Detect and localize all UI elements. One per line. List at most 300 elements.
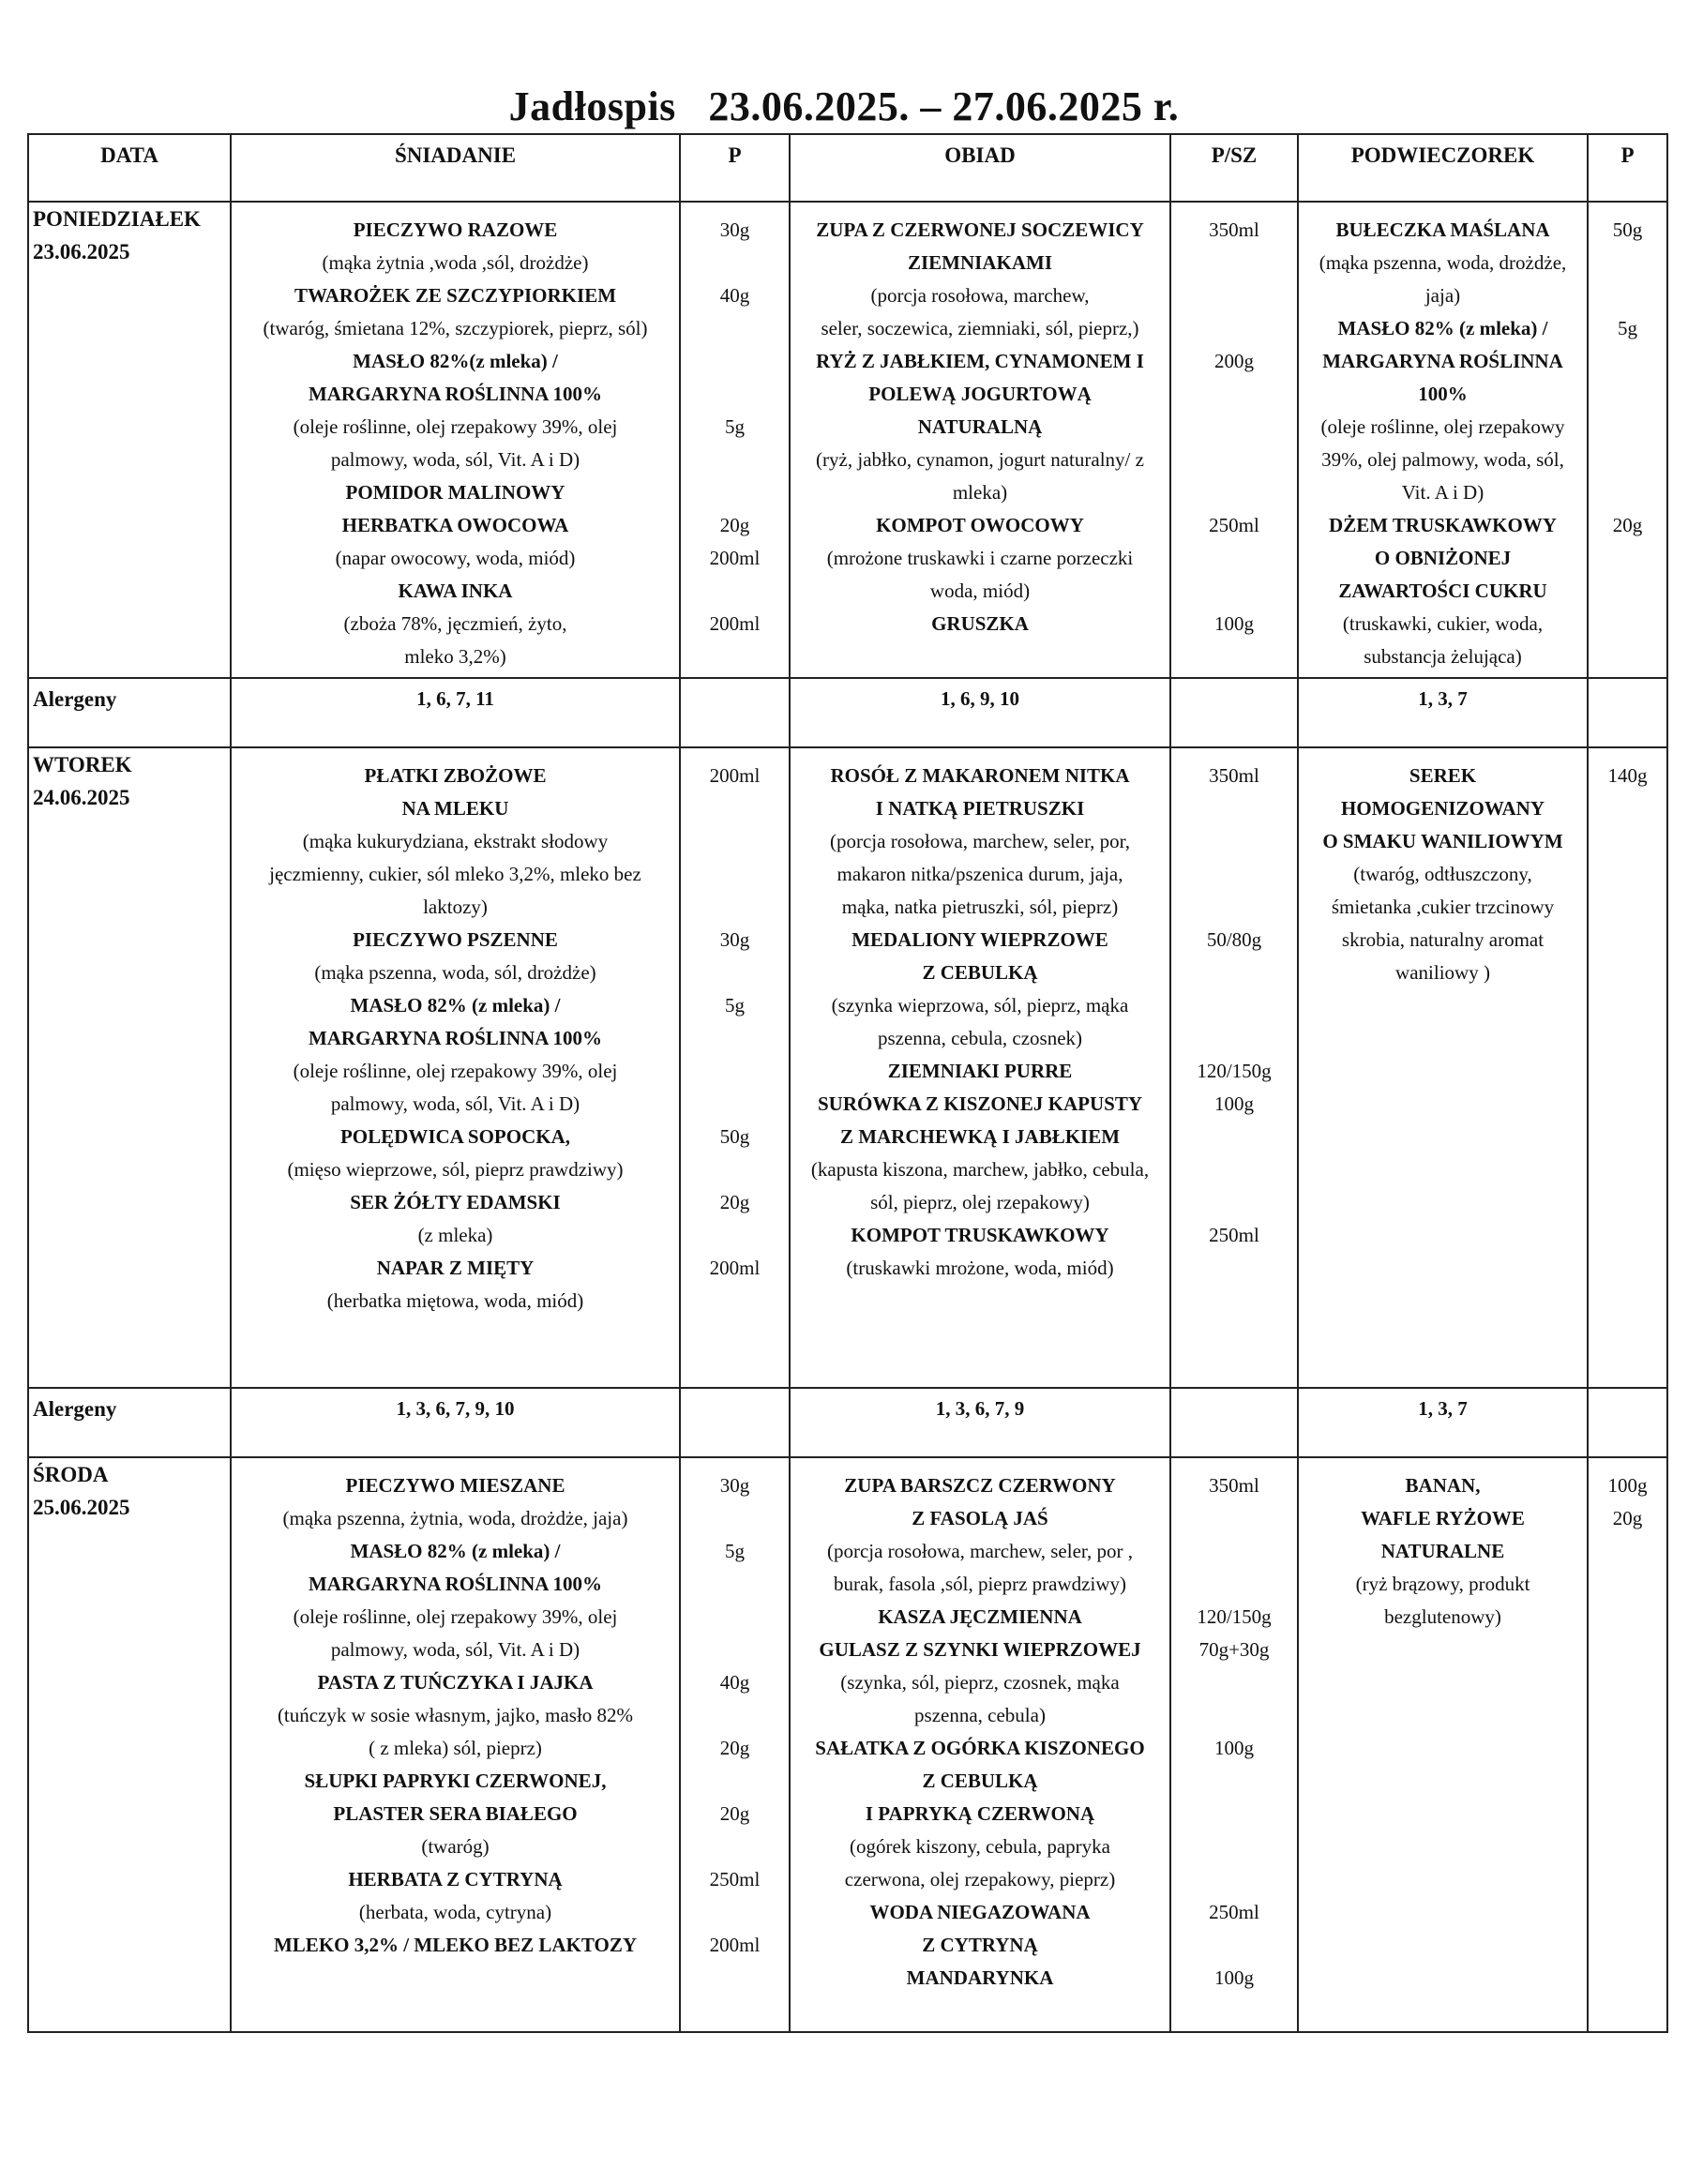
- lunch-portion-cell-line: [1171, 575, 1297, 608]
- snack-portion-cell-line: [1589, 378, 1666, 411]
- breakfast-cell-line: palmowy, woda, sól, Vit. A i D): [330, 1092, 580, 1115]
- header-portion-snack: P: [1588, 134, 1667, 202]
- breakfast-cell-line: (oleje roślinne, olej rzepakowy 39%, olej: [293, 1605, 618, 1628]
- breakfast-cell-line: [232, 1962, 679, 1995]
- snack-cell-line: MARGARYNA ROŚLINNA: [1322, 350, 1563, 372]
- snack-cell-line: SEREK: [1409, 764, 1477, 787]
- lunch-portion-cell-line: [1171, 858, 1297, 891]
- snack-portion-cell-line: 100g: [1607, 1474, 1648, 1497]
- lunch-portion-cell-line: 100g: [1214, 1092, 1254, 1115]
- breakfast-portion-cell-line: [681, 858, 789, 891]
- snack-cell-line: (ryż brązowy, produkt: [1355, 1573, 1530, 1595]
- snack-cell-line: O OBNIŻONEJ: [1374, 547, 1512, 569]
- breakfast-portion-cell-line: [681, 1502, 789, 1535]
- lunch-cell-line: KOMPOT OWOCOWY: [876, 514, 1084, 536]
- menu-table: [27, 133, 1668, 2033]
- lunch-cell-line: (porcja rosołowa, marchew, seler, por ,: [826, 1540, 1134, 1562]
- snack-portion-cell-line: [1589, 858, 1666, 891]
- header-breakfast: ŚNIADANIE: [231, 134, 680, 202]
- breakfast-portion-cell-line: 20g: [719, 1191, 750, 1213]
- header-portion-lunch: P/SZ: [1170, 134, 1298, 202]
- breakfast-cell-line: (napar owocowy, woda, miód): [335, 547, 576, 569]
- breakfast-portion-cell-line: [681, 792, 789, 825]
- snack-cell-line: (mąka pszenna, woda, drożdże,: [1319, 251, 1567, 274]
- lunch-portion-cell-line: [1171, 312, 1297, 345]
- page-title: [0, 83, 1688, 130]
- breakfast-portion-cell-line: [681, 378, 789, 411]
- breakfast-portion-cell-line: 20g: [719, 1802, 750, 1825]
- snack-cell-line: NATURALNE: [1380, 1540, 1505, 1562]
- lunch-cell-line: ZIEMNIAKAMI: [907, 251, 1052, 274]
- snack-cell-line: BANAN,: [1405, 1474, 1481, 1497]
- breakfast-portion-cell-line: [681, 1995, 789, 2027]
- breakfast-portion-cell-line: [681, 476, 789, 509]
- breakfast-cell: [231, 202, 680, 678]
- lunch-portion-cell-line: [1171, 989, 1297, 1022]
- lunch-cell-line: Z CEBULKĄ: [922, 961, 1038, 984]
- breakfast-portion-cell-line: 200ml: [709, 1934, 761, 1956]
- lunch-cell-line: (szynka wieprzowa, sól, pieprz, mąka: [831, 994, 1129, 1017]
- breakfast-portion-cell-line: [681, 1601, 789, 1634]
- lunch-portion-cell-line: 250ml: [1209, 1224, 1259, 1246]
- day-date: 23.06.2025: [33, 240, 130, 264]
- breakfast-cell: [231, 747, 680, 1388]
- breakfast-cell-line: MASŁO 82% (z mleka) /: [350, 1540, 561, 1562]
- day-cell: [28, 747, 231, 1388]
- breakfast-cell-line: (mięso wieprzowe, sól, pieprz prawdziwy): [287, 1158, 624, 1181]
- lunch-cell-line: pszenna, cebula): [914, 1704, 1046, 1726]
- day-name: PONIEDZIAŁEK: [33, 207, 201, 231]
- lunch-cell-line: Z CEBULKĄ: [922, 1770, 1038, 1792]
- breakfast-cell-line: SER ŻÓŁTY EDAMSKI: [350, 1191, 561, 1213]
- day-row: [28, 747, 1667, 1388]
- lunch-portion-cell: [1170, 202, 1298, 678]
- lunch-cell-line: POLEWĄ JOGURTOWĄ: [868, 383, 1092, 405]
- breakfast-cell-line: jęczmienny, cukier, sól mleko 3,2%, mleko bez: [269, 863, 641, 885]
- breakfast-portion-cell-line: 200ml: [709, 764, 761, 787]
- breakfast-cell-line: (twaróg): [421, 1835, 490, 1858]
- day-name: ŚRODA: [33, 1463, 109, 1486]
- lunch-cell-line: ROSÓŁ Z MAKARONEM NITKA: [830, 764, 1130, 787]
- day-name: WTOREK: [33, 753, 132, 776]
- breakfast-cell-line: PASTA Z TUŃCZYKA I JAJKA: [317, 1671, 594, 1694]
- breakfast-cell-line: [232, 1318, 679, 1350]
- snack-portion-cell-line: [1589, 640, 1666, 673]
- breakfast-portion-cell-line: [681, 1962, 789, 1995]
- lunch-portion-cell: [1170, 747, 1298, 1388]
- header-snack: PODWIECZOREK: [1298, 134, 1588, 202]
- lunch-cell-line: I NATKĄ PIETRUSZKI: [875, 797, 1085, 820]
- snack-portion-cell-line: [1589, 1568, 1666, 1601]
- snack-cell-line: jaja): [1424, 284, 1461, 307]
- snack-cell-line: (truskawki, cukier, woda,: [1342, 612, 1544, 635]
- breakfast-cell-line: MLEKO 3,2% / MLEKO BEZ LAKTOZY: [273, 1934, 637, 1956]
- lunch-portion-cell-line: [1171, 1699, 1297, 1732]
- lunch-cell-line: ZUPA Z CZERWONEJ SOCZEWICY: [816, 218, 1144, 241]
- snack-cell-line: Vit. A i D): [1401, 481, 1485, 504]
- title-dates: 23.06.2025. – 27.06.2025 r.: [708, 83, 1180, 129]
- breakfast-portion-cell-line: 200ml: [709, 612, 761, 635]
- lunch-portion-cell-line: [1171, 1568, 1297, 1601]
- breakfast-cell-line: POLĘDWICA SOPOCKA,: [339, 1125, 571, 1148]
- snack-portion-cell-line: 20g: [1612, 514, 1643, 536]
- breakfast-portion-cell-line: 20g: [719, 514, 750, 536]
- snack-portion-cell-line: 5g: [1618, 317, 1637, 339]
- snack-portion-cell-line: [1589, 924, 1666, 956]
- breakfast-portion-cell-line: [681, 1153, 789, 1186]
- snack-portion-cell-line: [1589, 444, 1666, 476]
- snack-portion-cell-line: [1589, 247, 1666, 279]
- allergens-empty: [680, 1388, 790, 1457]
- lunch-portion-cell-line: 250ml: [1209, 1901, 1259, 1923]
- day-date: 24.06.2025: [33, 786, 130, 809]
- breakfast-portion-cell-line: [681, 1022, 789, 1055]
- lunch-portion-cell-line: [1171, 476, 1297, 509]
- breakfast-cell-line: NAPAR Z MIĘTY: [376, 1257, 535, 1279]
- breakfast-cell-line: mleko 3,2%): [404, 645, 506, 668]
- snack-cell-line: O SMAKU WANILIOWYM: [1322, 830, 1563, 852]
- lunch-portion-cell-line: 120/150g: [1197, 1060, 1272, 1082]
- allergens-snack: 1, 3, 7: [1298, 1388, 1588, 1457]
- breakfast-portion-cell-line: [681, 1285, 789, 1318]
- snack-portion-cell-line: [1589, 891, 1666, 924]
- snack-cell-line: waniliowy ): [1395, 961, 1490, 984]
- lunch-cell-line: seler, soczewica, ziemniaki, sól, pieprz,): [821, 317, 1139, 339]
- lunch-portion-cell-line: [1171, 444, 1297, 476]
- breakfast-portion-cell-line: [681, 1634, 789, 1666]
- snack-cell-line: WAFLE RYŻOWE: [1361, 1507, 1525, 1529]
- lunch-portion-cell-line: [1171, 1022, 1297, 1055]
- breakfast-portion-cell-line: [681, 1219, 789, 1252]
- snack-portion-cell-line: [1589, 1535, 1666, 1568]
- snack-cell-line: 39%, olej palmowy, woda, sól,: [1321, 448, 1564, 471]
- day-date: 25.06.2025: [33, 1496, 130, 1519]
- breakfast-portion-cell-line: [681, 1318, 789, 1350]
- breakfast-cell-line: ( z mleka) sól, pieprz): [369, 1737, 542, 1759]
- snack-cell-line: HOMOGENIZOWANY: [1340, 797, 1545, 820]
- breakfast-portion-cell-line: 30g: [719, 928, 750, 951]
- lunch-portion-cell-line: [1171, 792, 1297, 825]
- lunch-cell: [790, 202, 1170, 678]
- title-label: Jadłospis: [508, 83, 676, 129]
- breakfast-cell-line: HERBATKA OWOCOWA: [341, 514, 569, 536]
- snack-portion-cell: [1588, 202, 1667, 678]
- lunch-cell-line: WODA NIEGAZOWANA: [869, 1901, 1091, 1923]
- lunch-cell-line: I PAPRYKĄ CZERWONĄ: [865, 1802, 1095, 1825]
- lunch-portion-cell-line: 100g: [1214, 612, 1254, 635]
- breakfast-cell-line: (z mleka): [417, 1224, 493, 1246]
- lunch-portion-cell-line: [1171, 411, 1297, 444]
- breakfast-cell-line: (mąka pszenna, woda, sól, drożdże): [314, 961, 596, 984]
- lunch-cell-line: (ryż, jabłko, cynamon, jogurt naturalny/ z: [816, 448, 1144, 471]
- lunch-cell-line: GRUSZKA: [931, 612, 1029, 635]
- lunch-portion-cell-line: 350ml: [1209, 1474, 1259, 1497]
- breakfast-portion-cell: [680, 747, 790, 1388]
- header-data: DATA: [28, 134, 231, 202]
- header-lunch: OBIAD: [790, 134, 1170, 202]
- lunch-cell-line: makaron nitka/pszenica durum, jaja,: [836, 863, 1123, 885]
- breakfast-cell-line: palmowy, woda, sól, Vit. A i D): [330, 1638, 580, 1661]
- lunch-portion-cell-line: 120/150g: [1197, 1605, 1272, 1628]
- breakfast-portion-cell-line: [681, 825, 789, 858]
- lunch-portion-cell-line: [1171, 956, 1297, 989]
- allergens-label: Alergeny: [28, 678, 231, 747]
- lunch-cell-line: (porcja rosołowa, marchew,: [870, 284, 1090, 307]
- breakfast-cell-line: HERBATA Z CYTRYNĄ: [348, 1868, 563, 1890]
- snack-portion-cell-line: [1589, 575, 1666, 608]
- breakfast-portion-cell-line: [681, 1350, 789, 1383]
- breakfast-portion-cell-line: 250ml: [709, 1868, 761, 1890]
- lunch-cell-line: mąka, natka pietruszki, sól, pieprz): [841, 896, 1119, 918]
- breakfast-cell-line: (tuńczyk w sosie własnym, jajko, masło 82%: [277, 1704, 634, 1726]
- breakfast-cell-line: MARGARYNA ROŚLINNA 100%: [308, 1573, 603, 1595]
- snack-portion-cell-line: [1589, 608, 1666, 640]
- allergens-row: [28, 1388, 1667, 1457]
- lunch-cell-line: (mrożone truskawki i czarne porzeczki: [826, 547, 1134, 569]
- lunch-portion-cell-line: 100g: [1214, 1966, 1254, 1989]
- breakfast-portion-cell-line: 200ml: [709, 1257, 761, 1279]
- lunch-portion-cell: [1170, 1457, 1298, 2032]
- breakfast-cell-line: (zboża 78%, jęczmień, żyto,: [343, 612, 567, 635]
- lunch-portion-cell-line: 250ml: [1209, 514, 1259, 536]
- snack-cell-line: bezglutenowy): [1384, 1605, 1501, 1628]
- lunch-cell: [790, 747, 1170, 1388]
- lunch-portion-cell-line: 100g: [1214, 1737, 1254, 1759]
- allergens-empty: [680, 678, 790, 747]
- lunch-cell-line: SURÓWKA Z KISZONEJ KAPUSTY: [818, 1092, 1142, 1115]
- breakfast-portion-cell: [680, 202, 790, 678]
- snack-portion-cell-line: [1589, 411, 1666, 444]
- lunch-cell-line: NATURALNĄ: [917, 415, 1043, 438]
- lunch-portion-cell-line: [1171, 1535, 1297, 1568]
- lunch-cell-line: GULASZ Z SZYNKI WIEPRZOWEJ: [819, 1638, 1141, 1661]
- allergens-row: [28, 678, 1667, 747]
- lunch-cell-line: (truskawki mrożone, woda, miód): [846, 1257, 1114, 1279]
- snack-cell-line: (oleje roślinne, olej rzepakowy: [1320, 415, 1565, 438]
- snack-portion-cell-line: [1589, 1601, 1666, 1634]
- breakfast-cell-line: (mąka kukurydziana, ekstrakt słodowy: [302, 830, 609, 852]
- lunch-portion-cell-line: [1171, 1666, 1297, 1699]
- header-portion-breakfast: P: [680, 134, 790, 202]
- menu-body: [28, 202, 1667, 2032]
- lunch-portion-cell-line: [1171, 1121, 1297, 1153]
- lunch-portion-cell-line: 350ml: [1209, 218, 1259, 241]
- snack-portion-cell-line: 20g: [1612, 1507, 1643, 1529]
- snack-cell-line: 100%: [1418, 383, 1468, 405]
- breakfast-portion-cell-line: 5g: [725, 1540, 745, 1562]
- lunch-portion-cell-line: [1171, 1830, 1297, 1863]
- snack-portion-cell-line: [1589, 279, 1666, 312]
- breakfast-portion-cell-line: 30g: [719, 1474, 750, 1497]
- breakfast-cell-line: palmowy, woda, sól, Vit. A i D): [330, 448, 580, 471]
- lunch-portion-cell-line: [1171, 1798, 1297, 1830]
- breakfast-cell-line: PLASTER SERA BIAŁEGO: [333, 1802, 578, 1825]
- lunch-portion-cell-line: [1171, 825, 1297, 858]
- breakfast-portion-cell-line: [681, 1055, 789, 1088]
- breakfast-cell-line: MARGARYNA ROŚLINNA 100%: [308, 383, 603, 405]
- lunch-cell-line: MEDALIONY WIEPRZOWE: [852, 928, 1108, 951]
- snack-cell-line: ZAWARTOŚCI CUKRU: [1338, 580, 1547, 602]
- lunch-portion-cell-line: [1171, 1765, 1297, 1798]
- breakfast-portion-cell-line: [681, 1896, 789, 1929]
- lunch-cell-line: KASZA JĘCZMIENNA: [878, 1605, 1082, 1628]
- snack-cell: [1298, 1457, 1588, 2032]
- breakfast-cell-line: POMIDOR MALINOWY: [345, 481, 565, 504]
- lunch-cell-line: (ogórek kiszony, cebula, papryka: [850, 1835, 1110, 1858]
- breakfast-cell: [231, 1457, 680, 2032]
- breakfast-portion-cell-line: 200ml: [709, 547, 761, 569]
- snack-portion-cell-line: [1589, 345, 1666, 378]
- lunch-portion-cell-line: [1171, 1252, 1297, 1285]
- breakfast-cell-line: (herbatka miętowa, woda, miód): [326, 1289, 584, 1312]
- lunch-cell-line: ZIEMNIAKI PURRE: [887, 1060, 1073, 1082]
- breakfast-portion-cell-line: [681, 891, 789, 924]
- allergens-label: Alergeny: [28, 1388, 231, 1457]
- breakfast-portion-cell-line: [681, 1830, 789, 1863]
- lunch-cell-line: KOMPOT TRUSKAWKOWY: [851, 1224, 1109, 1246]
- snack-portion-cell-line: [1589, 825, 1666, 858]
- lunch-cell-line: czerwona, olej rzepakowy, pieprz): [844, 1868, 1116, 1890]
- breakfast-portion-cell-line: [681, 956, 789, 989]
- breakfast-portion-cell-line: [681, 444, 789, 476]
- snack-cell-line: BUŁECZKA MAŚLANA: [1335, 218, 1550, 241]
- breakfast-portion-cell-line: 40g: [719, 1671, 750, 1694]
- lunch-portion-cell-line: 70g+30g: [1198, 1638, 1270, 1661]
- snack-cell-line: substancja żelująca): [1364, 645, 1522, 668]
- lunch-cell-line: Z MARCHEWKĄ I JABŁKIEM: [839, 1125, 1121, 1148]
- snack-cell: [1298, 747, 1588, 1388]
- lunch-cell-line: pszenna, cebula, czosnek): [877, 1027, 1083, 1049]
- allergens-empty: [1170, 1388, 1298, 1457]
- allergens-breakfast: 1, 3, 6, 7, 9, 10: [231, 1388, 680, 1457]
- snack-cell-line: DŻEM TRUSKAWKOWY: [1329, 514, 1557, 536]
- lunch-cell-line: sól, pieprz, olej rzepakowy): [870, 1191, 1090, 1213]
- breakfast-portion-cell-line: [681, 1088, 789, 1121]
- allergens-empty: [1588, 1388, 1667, 1457]
- snack-cell: [1298, 202, 1588, 678]
- breakfast-cell-line: TWAROŻEK ZE SZCZYPIORKIEM: [294, 284, 617, 307]
- breakfast-portion-cell-line: [681, 640, 789, 673]
- lunch-portion-cell-line: [1171, 1929, 1297, 1962]
- allergens-lunch: 1, 6, 9, 10: [790, 678, 1170, 747]
- lunch-portion-cell-line: [1171, 378, 1297, 411]
- snack-cell-line: skrobia, naturalny aromat: [1341, 928, 1545, 951]
- breakfast-portion-cell-line: [681, 1568, 789, 1601]
- breakfast-portion-cell-line: 5g: [725, 415, 745, 438]
- lunch-portion-cell-line: 200g: [1214, 350, 1254, 372]
- breakfast-cell-line: PIECZYWO RAZOWE: [353, 218, 558, 241]
- breakfast-portion-cell-line: 30g: [719, 218, 750, 241]
- lunch-cell-line: ZUPA BARSZCZ CZERWONY: [844, 1474, 1116, 1497]
- breakfast-cell-line: PŁATKI ZBOŻOWE: [364, 764, 547, 787]
- day-cell: [28, 202, 231, 678]
- snack-cell-line: MASŁO 82% (z mleka) /: [1337, 317, 1548, 339]
- breakfast-portion-cell-line: 50g: [719, 1125, 750, 1148]
- header-row: [28, 134, 1667, 202]
- lunch-cell-line: (kapusta kiszona, marchew, jabłko, cebula,: [810, 1158, 1150, 1181]
- breakfast-cell-line: (mąka pszenna, żytnia, woda, drożdże, jaja): [282, 1507, 628, 1529]
- lunch-cell-line: (szynka, sól, pieprz, czosnek, mąka: [840, 1671, 1120, 1694]
- breakfast-cell-line: MASŁO 82% (z mleka) /: [350, 994, 561, 1017]
- breakfast-cell-line: laktozy): [423, 896, 488, 918]
- breakfast-cell-line: [232, 1350, 679, 1383]
- breakfast-portion-cell-line: 5g: [725, 994, 745, 1017]
- lunch-portion-cell-line: [1171, 542, 1297, 575]
- day-cell: [28, 1457, 231, 2032]
- breakfast-portion-cell-line: [681, 312, 789, 345]
- day-row: [28, 1457, 1667, 2032]
- lunch-cell-line: mleka): [952, 481, 1008, 504]
- allergens-empty: [1588, 678, 1667, 747]
- lunch-portion-cell-line: [1171, 279, 1297, 312]
- breakfast-cell-line: (twaróg, śmietana 12%, szczypiorek, pieprz, sól): [263, 317, 648, 339]
- snack-portion-cell-line: 50g: [1612, 218, 1643, 241]
- lunch-cell-line: MANDARYNKA: [906, 1966, 1054, 1989]
- allergens-empty: [1170, 678, 1298, 747]
- breakfast-cell-line: PIECZYWO MIESZANE: [345, 1474, 565, 1497]
- lunch-portion-cell-line: 350ml: [1209, 764, 1259, 787]
- breakfast-cell-line: (oleje roślinne, olej rzepakowy 39%, olej: [293, 415, 618, 438]
- snack-cell-line: (twaróg, odtłuszczony,: [1353, 863, 1532, 885]
- snack-portion-cell-line: [1589, 476, 1666, 509]
- lunch-portion-cell-line: 50/80g: [1206, 928, 1262, 951]
- snack-portion-cell-line: [1589, 542, 1666, 575]
- breakfast-cell-line: NA MLEKU: [401, 797, 509, 820]
- breakfast-cell-line: SŁUPKI PAPRYKI CZERWONEJ,: [304, 1770, 607, 1792]
- snack-portion-cell: [1588, 1457, 1667, 2032]
- breakfast-cell-line: [232, 1995, 679, 2027]
- breakfast-portion-cell-line: [681, 1765, 789, 1798]
- snack-cell-line: śmietanka ,cukier trzcinowy: [1331, 896, 1555, 918]
- lunch-cell-line: RYŻ Z JABŁKIEM, CYNAMONEM I: [816, 350, 1144, 372]
- lunch-portion-cell-line: [1171, 1186, 1297, 1219]
- lunch-cell: [790, 1457, 1170, 2032]
- lunch-portion-cell-line: [1171, 247, 1297, 279]
- lunch-portion-cell-line: [1171, 1863, 1297, 1896]
- snack-portion-cell-line: [1589, 792, 1666, 825]
- allergens-snack: 1, 3, 7: [1298, 678, 1588, 747]
- lunch-cell-line: Z FASOLĄ JAŚ: [912, 1507, 1048, 1529]
- lunch-cell-line: SAŁATKA Z OGÓRKA KISZONEGO: [815, 1737, 1145, 1759]
- breakfast-cell-line: (oleje roślinne, olej rzepakowy 39%, olej: [293, 1060, 618, 1082]
- lunch-cell-line: woda, miód): [929, 580, 1031, 602]
- lunch-cell-line: Z CYTRYNĄ: [922, 1934, 1038, 1956]
- snack-portion-cell: [1588, 747, 1667, 1388]
- lunch-portion-cell-line: [1171, 1153, 1297, 1186]
- breakfast-cell-line: (mąka żytnia ,woda ,sól, drożdże): [322, 251, 589, 274]
- breakfast-portion-cell: [680, 1457, 790, 2032]
- lunch-portion-cell-line: [1171, 1502, 1297, 1535]
- breakfast-cell-line: (herbata, woda, cytryna): [358, 1901, 552, 1923]
- breakfast-cell-line: MASŁO 82%(z mleka) /: [353, 350, 558, 372]
- breakfast-portion-cell-line: [681, 575, 789, 608]
- breakfast-portion-cell-line: [681, 247, 789, 279]
- lunch-cell-line: burak, fasola ,sól, pieprz prawdziwy): [834, 1573, 1126, 1595]
- snack-portion-cell-line: [1589, 956, 1666, 989]
- breakfast-cell-line: KAWA INKA: [398, 580, 513, 602]
- allergens-lunch: 1, 3, 6, 7, 9: [790, 1388, 1170, 1457]
- breakfast-portion-cell-line: [681, 345, 789, 378]
- breakfast-cell-line: PIECZYWO PSZENNE: [353, 928, 558, 951]
- lunch-portion-cell-line: [1171, 891, 1297, 924]
- day-row: [28, 202, 1667, 678]
- lunch-cell-line: (porcja rosołowa, marchew, seler, por,: [830, 830, 1130, 852]
- breakfast-portion-cell-line: 40g: [719, 284, 750, 307]
- breakfast-portion-cell-line: [681, 1699, 789, 1732]
- breakfast-cell-line: MARGARYNA ROŚLINNA 100%: [308, 1027, 603, 1049]
- snack-portion-cell-line: 140g: [1607, 764, 1648, 787]
- allergens-breakfast: 1, 6, 7, 11: [231, 678, 680, 747]
